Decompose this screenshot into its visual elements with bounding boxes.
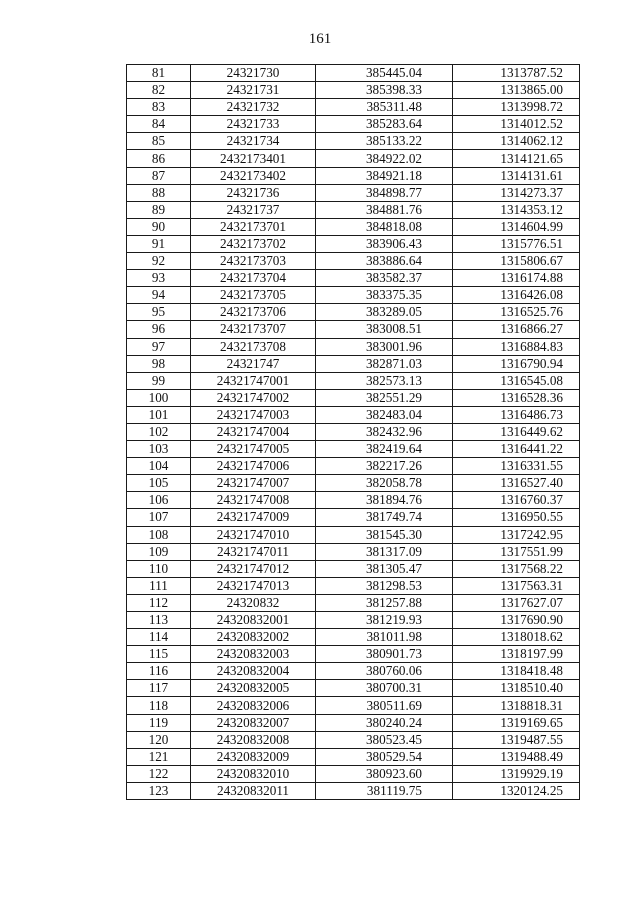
- table-row: [127, 697, 580, 714]
- point-code-cell: 24320832008: [191, 731, 316, 748]
- row-number-cell: 98: [127, 355, 191, 372]
- table-row: [127, 509, 580, 526]
- x-coordinate-cell: 380529.54: [316, 748, 453, 765]
- row-number-cell: 121: [127, 748, 191, 765]
- point-code-cell: 24321733: [191, 116, 316, 133]
- point-code-cell: 24321747002: [191, 389, 316, 406]
- coordinates-table-body: [127, 65, 580, 800]
- x-coordinate-cell: 381298.53: [316, 577, 453, 594]
- row-number-cell: 99: [127, 372, 191, 389]
- y-coordinate-cell: 1318197.99: [453, 646, 580, 663]
- table-row: [127, 304, 580, 321]
- table-row: [127, 372, 580, 389]
- table-row: [127, 748, 580, 765]
- table-row: [127, 560, 580, 577]
- y-coordinate-cell: 1318018.62: [453, 629, 580, 646]
- x-coordinate-cell: 380523.45: [316, 731, 453, 748]
- y-coordinate-cell: 1315776.51: [453, 235, 580, 252]
- row-number-cell: 93: [127, 270, 191, 287]
- point-code-cell: 24320832005: [191, 680, 316, 697]
- table-row: [127, 321, 580, 338]
- table-row: [127, 287, 580, 304]
- row-number-cell: 111: [127, 577, 191, 594]
- y-coordinate-cell: 1318510.40: [453, 680, 580, 697]
- y-coordinate-cell: 1316866.27: [453, 321, 580, 338]
- point-code-cell: 24321747004: [191, 423, 316, 440]
- row-number-cell: 96: [127, 321, 191, 338]
- point-code-cell: 2432173707: [191, 321, 316, 338]
- row-number-cell: 83: [127, 99, 191, 116]
- row-number-cell: 105: [127, 475, 191, 492]
- x-coordinate-cell: 382483.04: [316, 406, 453, 423]
- y-coordinate-cell: 1316545.08: [453, 372, 580, 389]
- table-row: [127, 150, 580, 167]
- x-coordinate-cell: 382419.64: [316, 441, 453, 458]
- y-coordinate-cell: 1314121.65: [453, 150, 580, 167]
- row-number-cell: 110: [127, 560, 191, 577]
- table-row: [127, 458, 580, 475]
- x-coordinate-cell: 383906.43: [316, 235, 453, 252]
- x-coordinate-cell: 381749.74: [316, 509, 453, 526]
- y-coordinate-cell: 1316441.22: [453, 441, 580, 458]
- y-coordinate-cell: 1317627.07: [453, 594, 580, 611]
- y-coordinate-cell: 1316950.55: [453, 509, 580, 526]
- point-code-cell: 2432173704: [191, 270, 316, 287]
- point-code-cell: 24320832010: [191, 765, 316, 782]
- point-code-cell: 24321747: [191, 355, 316, 372]
- row-number-cell: 102: [127, 423, 191, 440]
- x-coordinate-cell: 384921.18: [316, 167, 453, 184]
- y-coordinate-cell: 1319487.55: [453, 731, 580, 748]
- x-coordinate-cell: 381545.30: [316, 526, 453, 543]
- table-row: [127, 270, 580, 287]
- y-coordinate-cell: 1314604.99: [453, 218, 580, 235]
- table-row: [127, 543, 580, 560]
- row-number-cell: 92: [127, 253, 191, 270]
- x-coordinate-cell: 385398.33: [316, 82, 453, 99]
- table-row: [127, 492, 580, 509]
- point-code-cell: 2432173703: [191, 253, 316, 270]
- table-row: [127, 765, 580, 782]
- y-coordinate-cell: 1317568.22: [453, 560, 580, 577]
- table-row: [127, 338, 580, 355]
- x-coordinate-cell: 380923.60: [316, 765, 453, 782]
- row-number-cell: 90: [127, 218, 191, 235]
- row-number-cell: 115: [127, 646, 191, 663]
- y-coordinate-cell: 1317690.90: [453, 612, 580, 629]
- x-coordinate-cell: 385445.04: [316, 65, 453, 82]
- x-coordinate-cell: 380511.69: [316, 697, 453, 714]
- row-number-cell: 89: [127, 201, 191, 218]
- point-code-cell: 2432173706: [191, 304, 316, 321]
- y-coordinate-cell: 1316525.76: [453, 304, 580, 321]
- row-number-cell: 91: [127, 235, 191, 252]
- y-coordinate-cell: 1314012.52: [453, 116, 580, 133]
- x-coordinate-cell: 383008.51: [316, 321, 453, 338]
- y-coordinate-cell: 1314353.12: [453, 201, 580, 218]
- point-code-cell: 24321730: [191, 65, 316, 82]
- y-coordinate-cell: 1314273.37: [453, 184, 580, 201]
- table-row: [127, 406, 580, 423]
- row-number-cell: 116: [127, 663, 191, 680]
- row-number-cell: 108: [127, 526, 191, 543]
- point-code-cell: 24321737: [191, 201, 316, 218]
- x-coordinate-cell: 383001.96: [316, 338, 453, 355]
- x-coordinate-cell: 381317.09: [316, 543, 453, 560]
- point-code-cell: 24321747006: [191, 458, 316, 475]
- table-row: [127, 253, 580, 270]
- table-row: [127, 782, 580, 799]
- x-coordinate-cell: 382551.29: [316, 389, 453, 406]
- y-coordinate-cell: 1316760.37: [453, 492, 580, 509]
- point-code-cell: 2432173705: [191, 287, 316, 304]
- point-code-cell: 24320832003: [191, 646, 316, 663]
- table-row: [127, 663, 580, 680]
- point-code-cell: 24321747008: [191, 492, 316, 509]
- table-row: [127, 133, 580, 150]
- y-coordinate-cell: 1315806.67: [453, 253, 580, 270]
- row-number-cell: 112: [127, 594, 191, 611]
- y-coordinate-cell: 1318418.48: [453, 663, 580, 680]
- row-number-cell: 82: [127, 82, 191, 99]
- table-row: [127, 65, 580, 82]
- point-code-cell: 24320832: [191, 594, 316, 611]
- row-number-cell: 81: [127, 65, 191, 82]
- table-row: [127, 526, 580, 543]
- point-code-cell: 2432173402: [191, 167, 316, 184]
- row-number-cell: 106: [127, 492, 191, 509]
- table-row: [127, 594, 580, 611]
- row-number-cell: 113: [127, 612, 191, 629]
- x-coordinate-cell: 385133.22: [316, 133, 453, 150]
- table-row: [127, 218, 580, 235]
- x-coordinate-cell: 380700.31: [316, 680, 453, 697]
- y-coordinate-cell: 1316790.94: [453, 355, 580, 372]
- row-number-cell: 104: [127, 458, 191, 475]
- coordinates-table: [126, 64, 580, 800]
- x-coordinate-cell: 380760.06: [316, 663, 453, 680]
- point-code-cell: 24321747012: [191, 560, 316, 577]
- x-coordinate-cell: 383375.35: [316, 287, 453, 304]
- table-row: [127, 184, 580, 201]
- point-code-cell: 24321747009: [191, 509, 316, 526]
- row-number-cell: 118: [127, 697, 191, 714]
- row-number-cell: 103: [127, 441, 191, 458]
- point-code-cell: 24321731: [191, 82, 316, 99]
- x-coordinate-cell: 382217.26: [316, 458, 453, 475]
- table-row: [127, 201, 580, 218]
- point-code-cell: 24321747005: [191, 441, 316, 458]
- x-coordinate-cell: 384818.08: [316, 218, 453, 235]
- y-coordinate-cell: 1316426.08: [453, 287, 580, 304]
- table-row: [127, 646, 580, 663]
- y-coordinate-cell: 1313865.00: [453, 82, 580, 99]
- x-coordinate-cell: 382058.78: [316, 475, 453, 492]
- point-code-cell: 2432173701: [191, 218, 316, 235]
- y-coordinate-cell: 1317551.99: [453, 543, 580, 560]
- x-coordinate-cell: 381894.76: [316, 492, 453, 509]
- row-number-cell: 107: [127, 509, 191, 526]
- row-number-cell: 123: [127, 782, 191, 799]
- row-number-cell: 85: [127, 133, 191, 150]
- point-code-cell: 24321747013: [191, 577, 316, 594]
- row-number-cell: 97: [127, 338, 191, 355]
- table-row: [127, 731, 580, 748]
- point-code-cell: 2432173708: [191, 338, 316, 355]
- x-coordinate-cell: 382871.03: [316, 355, 453, 372]
- x-coordinate-cell: 380240.24: [316, 714, 453, 731]
- x-coordinate-cell: 381119.75: [316, 782, 453, 799]
- row-number-cell: 100: [127, 389, 191, 406]
- point-code-cell: 2432173401: [191, 150, 316, 167]
- point-code-cell: 24321747003: [191, 406, 316, 423]
- y-coordinate-cell: 1316528.36: [453, 389, 580, 406]
- table-row: [127, 441, 580, 458]
- page-number: 161: [308, 31, 332, 47]
- y-coordinate-cell: 1320124.25: [453, 782, 580, 799]
- x-coordinate-cell: 382573.13: [316, 372, 453, 389]
- point-code-cell: 24321736: [191, 184, 316, 201]
- table-row: [127, 99, 580, 116]
- table-row: [127, 355, 580, 372]
- point-code-cell: 24320832004: [191, 663, 316, 680]
- x-coordinate-cell: 383886.64: [316, 253, 453, 270]
- x-coordinate-cell: 383582.37: [316, 270, 453, 287]
- row-number-cell: 119: [127, 714, 191, 731]
- row-number-cell: 109: [127, 543, 191, 560]
- x-coordinate-cell: 382432.96: [316, 423, 453, 440]
- point-code-cell: 24321732: [191, 99, 316, 116]
- point-code-cell: 24320832002: [191, 629, 316, 646]
- point-code-cell: 24321747001: [191, 372, 316, 389]
- x-coordinate-cell: 381305.47: [316, 560, 453, 577]
- table-row: [127, 577, 580, 594]
- table-row: [127, 82, 580, 99]
- x-coordinate-cell: 384881.76: [316, 201, 453, 218]
- x-coordinate-cell: 383289.05: [316, 304, 453, 321]
- x-coordinate-cell: 384898.77: [316, 184, 453, 201]
- row-number-cell: 117: [127, 680, 191, 697]
- row-number-cell: 101: [127, 406, 191, 423]
- y-coordinate-cell: 1319169.65: [453, 714, 580, 731]
- table-row: [127, 475, 580, 492]
- point-code-cell: 24320832011: [191, 782, 316, 799]
- point-code-cell: 2432173702: [191, 235, 316, 252]
- y-coordinate-cell: 1317563.31: [453, 577, 580, 594]
- row-number-cell: 87: [127, 167, 191, 184]
- table-row: [127, 714, 580, 731]
- point-code-cell: 24320832007: [191, 714, 316, 731]
- table-row: [127, 116, 580, 133]
- y-coordinate-cell: 1318818.31: [453, 697, 580, 714]
- table-row: [127, 629, 580, 646]
- y-coordinate-cell: 1316486.73: [453, 406, 580, 423]
- y-coordinate-cell: 1314131.61: [453, 167, 580, 184]
- row-number-cell: 88: [127, 184, 191, 201]
- x-coordinate-cell: 384922.02: [316, 150, 453, 167]
- table-row: [127, 612, 580, 629]
- y-coordinate-cell: 1316884.83: [453, 338, 580, 355]
- table-row: [127, 167, 580, 184]
- point-code-cell: 24321747011: [191, 543, 316, 560]
- x-coordinate-cell: 381011.98: [316, 629, 453, 646]
- point-code-cell: 24321747010: [191, 526, 316, 543]
- row-number-cell: 120: [127, 731, 191, 748]
- y-coordinate-cell: 1313998.72: [453, 99, 580, 116]
- x-coordinate-cell: 380901.73: [316, 646, 453, 663]
- x-coordinate-cell: 385311.48: [316, 99, 453, 116]
- table-row: [127, 389, 580, 406]
- y-coordinate-cell: 1313787.52: [453, 65, 580, 82]
- x-coordinate-cell: 385283.64: [316, 116, 453, 133]
- y-coordinate-cell: 1316527.40: [453, 475, 580, 492]
- table-row: [127, 235, 580, 252]
- point-code-cell: 24321747007: [191, 475, 316, 492]
- point-code-cell: 24320832009: [191, 748, 316, 765]
- y-coordinate-cell: 1319929.19: [453, 765, 580, 782]
- y-coordinate-cell: 1316174.88: [453, 270, 580, 287]
- row-number-cell: 114: [127, 629, 191, 646]
- x-coordinate-cell: 381219.93: [316, 612, 453, 629]
- table-row: [127, 680, 580, 697]
- y-coordinate-cell: 1316331.55: [453, 458, 580, 475]
- row-number-cell: 86: [127, 150, 191, 167]
- row-number-cell: 84: [127, 116, 191, 133]
- row-number-cell: 122: [127, 765, 191, 782]
- y-coordinate-cell: 1314062.12: [453, 133, 580, 150]
- row-number-cell: 95: [127, 304, 191, 321]
- x-coordinate-cell: 381257.88: [316, 594, 453, 611]
- point-code-cell: 24320832006: [191, 697, 316, 714]
- row-number-cell: 94: [127, 287, 191, 304]
- y-coordinate-cell: 1319488.49: [453, 748, 580, 765]
- y-coordinate-cell: 1317242.95: [453, 526, 580, 543]
- y-coordinate-cell: 1316449.62: [453, 423, 580, 440]
- point-code-cell: 24321734: [191, 133, 316, 150]
- table-row: [127, 423, 580, 440]
- point-code-cell: 24320832001: [191, 612, 316, 629]
